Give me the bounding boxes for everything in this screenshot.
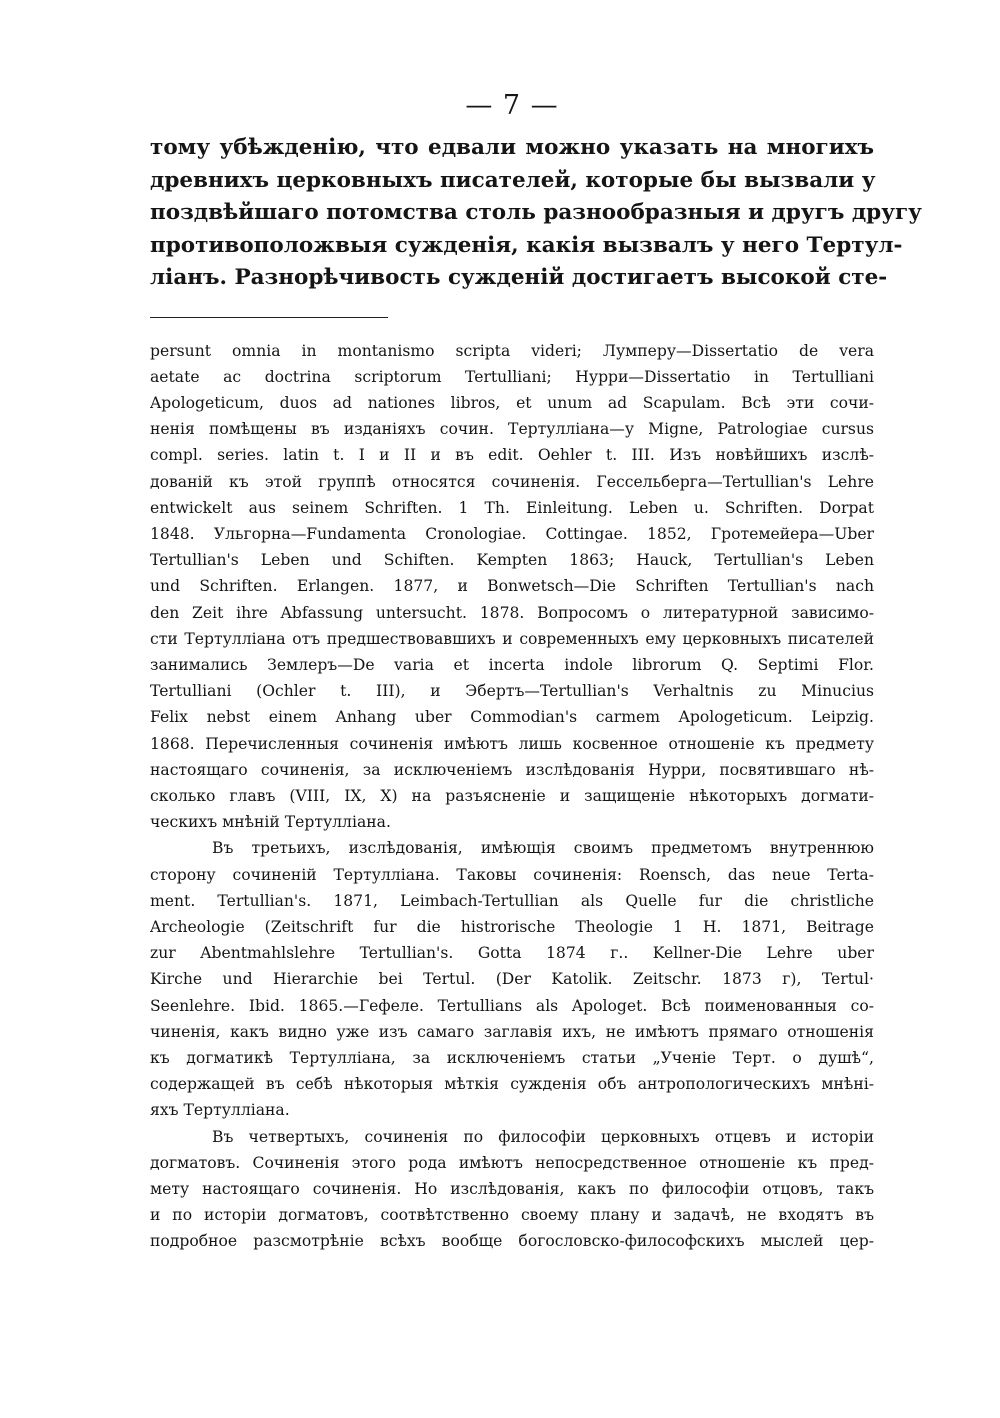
footnote-line: 1848. Ульгорна—Fundamenta Cronologiae. Cottingae. 1852, Гротемейера—Uber xyxy=(150,524,874,543)
footnote-line: Kirche und Hierarchie bei Tertul. (Der Katolik. Zeitschr. 1873 г), Tertul· xyxy=(150,970,874,989)
footnote-line: и по исторіи догматовъ, соотвѣтственно своему плану и задачѣ, не входятъ въ xyxy=(150,1206,874,1225)
footnote-line: und Schriften. Erlangen. 1877, и Bonwetsch—Die Schriften Tertullian's nach xyxy=(150,577,874,596)
footnote-line: Felix nebst einem Anhang uber Commodian's carmem Apologeticum. Leipzig. xyxy=(150,708,874,727)
main-text-line: противоположвыя сужденія, какія вызвалъ у него Тертул- xyxy=(150,232,903,258)
book-page xyxy=(150,86,922,1255)
footnote-line: дованій къ этой группѣ относятся сочиненія. Гессельберга—Tertullian's Lehre xyxy=(150,472,874,491)
footnote-line: Въ третьихъ, изслѣдованія, имѣющія своимъ предметомъ внутреннюю xyxy=(212,839,874,858)
footnote-line: aetate ac doctrina scriptorum Tertulliani; Нурри—Dissertatio in Tertulliani xyxy=(150,367,874,386)
footnote-line: Archeologie (Zeitschrift fur die histrorische Theologie 1 H. 1871, Beitrage xyxy=(150,917,874,936)
footnote-line: къ догматикѣ Тертулліана, за исключеніемъ статьи „Ученіе Терт. о душѣ“, xyxy=(150,1048,874,1067)
footnote-line: догматовъ. Сочиненія этого рода имѣютъ непосредственное отношеніе къ пред- xyxy=(150,1153,874,1172)
footnote-line: подробное разсмотрѣніе всѣхъ вообще богословско-философскихъ мыслей цер- xyxy=(150,1232,874,1251)
footnote-line: сти Тертулліана отъ предшествовавшихъ и современныхъ ему церковныхъ писателей xyxy=(150,629,874,648)
footnote-paragraph-3 xyxy=(150,1124,874,1255)
footnote-line: Въ четвертыхъ, сочиненія по философіи церковныхъ отцевъ и исторіи xyxy=(212,1127,874,1146)
footnote-paragraph-1 xyxy=(150,338,874,836)
page-number: — 7 — xyxy=(465,90,559,121)
footnote-line: ческихъ мнѣній Тертулліана. xyxy=(150,813,391,832)
footnote-line: мету настоящаго сочиненія. Но изслѣдованія, какъ по философіи отцовъ, такъ xyxy=(150,1180,874,1198)
footnote-line: Tertulliani (Ochler t. III), и Эбертъ—Tertullian's Verhaltnis zu Minucius xyxy=(150,682,874,701)
main-text-line: поздвѣйшаго потомства столь разнообразныя и другъ другу xyxy=(150,200,922,225)
footnote-line: compl. series. latin t. I и II и въ edit. Oehler t. III. Изъ новѣйшихъ изслѣ- xyxy=(150,446,874,465)
footnote-line: Seenlehre. Ibid. 1865.—Гефеле. Tertullians als Apologet. Всѣ поименованныя со- xyxy=(150,996,874,1015)
footnote-line: Apologeticum, duos ad nationes libros, et unum ad Scapulam. Всѣ эти сочи- xyxy=(150,393,874,412)
main-text-line: древнихъ церковныхъ писателей, которые бы вызвали у xyxy=(150,167,876,193)
footnote-line: ненія помѣщены въ изданіяхъ сочин. Тертулліана—у Migne, Patrologiae cursus xyxy=(150,420,874,439)
footnote-line: занимались Землеръ—De varia et incerta indole librorum Q. Septimi Flor. xyxy=(150,655,874,674)
footnote-line: чиненія, какъ видно уже изъ самаго заглавія ихъ, не имѣютъ прямаго отношенія xyxy=(150,1022,874,1041)
main-paragraph xyxy=(150,132,922,295)
footnote-line: сторону сочиненій Тертулліана. Таковы сочиненія: Roensch, das neue Terta- xyxy=(150,865,874,884)
footnote-line: 1868. Перечисленныя сочиненія имѣютъ лишь косвенное отношеніе къ предмету xyxy=(150,734,874,753)
footnote-line: entwickelt aus seinem Schriften. 1 Th. Einleitung. Leben u. Schriften. Dorpat xyxy=(150,498,874,517)
main-text-line: ліанъ. Разнорѣчивость сужденій достигаетъ высокой сте- xyxy=(150,265,888,290)
footnote-line: zur Abentmahlslehre Tertullian's. Gotta 1874 г.. Kellner-Die Lehre uber xyxy=(150,944,874,963)
footnote-line: яхъ Тертулліана. xyxy=(150,1101,290,1120)
footnote-line: сколько главъ (VIII, IX, X) на разъясненіе и защищеніе нѣкоторыхъ догмати- xyxy=(150,786,874,805)
footnote-line: содержащей въ себѣ нѣкоторыя мѣткія сужденія объ антропологическихъ мнѣні- xyxy=(150,1075,874,1094)
main-text-line: тому убѣжденію, что едвали можно указать на многихъ xyxy=(150,135,874,160)
footnote-line: Tertullian's Leben und Schiften. Kempten 1863; Hauck, Tertullian's Leben xyxy=(150,551,874,570)
footnote-paragraph-2 xyxy=(150,835,874,1123)
footnote-line: den Zeit ihre Abfassung untersucht. 1878. Вопросомъ о литературной зависимо- xyxy=(150,603,874,622)
footnote-line: ment. Tertullian's. 1871, Leimbach-Tertullian als Quelle fur die christliche xyxy=(150,891,874,910)
footnote-separator-rule xyxy=(150,317,388,318)
footnote-line: persunt omnia in montanismo scripta videri; Лумперу—Dissertatio de vera xyxy=(150,341,874,360)
footnote-line: настоящаго сочиненія, за исключеніемъ изслѣдованія Нурри, посвятившаго нѣ- xyxy=(150,760,874,779)
